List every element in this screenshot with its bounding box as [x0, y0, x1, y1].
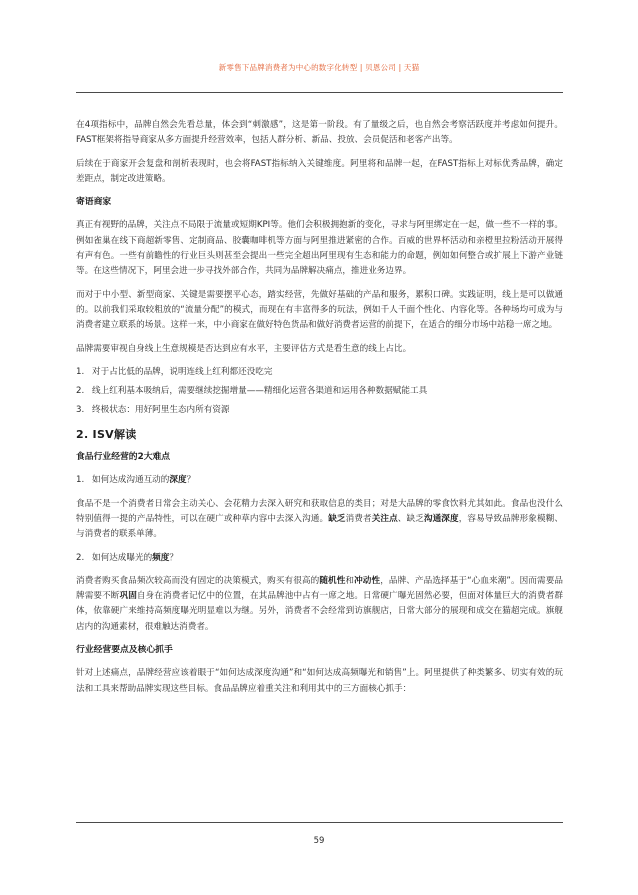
list-item	[76, 403, 563, 418]
paragraph-fast-stages: 在4项指标中，品牌自然会先看总量，体会到“刺激感”，这是第一阶段。有了量级之后，也自然会考察活跃度并考虑如何提升。FAST框架将指导商家从多方面提升经营效率，包括人群分析、新品、投放、会员促活和老客产出等。	[76, 120, 563, 146]
page-body	[76, 118, 563, 705]
list-number: 1.	[76, 366, 85, 377]
list-text: 对于占比低的品牌，说明连线上红利都还没吃完	[92, 366, 273, 377]
question-text: 如何达成曝光的频度？	[92, 552, 178, 563]
heading-food-difficulties: 食品行业经营的2大难点	[76, 452, 171, 463]
page-number: 59	[313, 836, 325, 846]
paragraph-smb-merchants: 而对于中小型、新型商家、关键是需要摆平心态，踏实经营，先做好基础的产品和服务，累积口碑。实践证明，线上是可以做通的。以前我们采取较粗放的“流量分配”的模式，而现在有丰富得多的玩法，例如千人千面个性化、内容化等。各种场均可成为与消费者建立联系的场景。这样一来，中小商家在做好特色货品和做好消费者运营的前提下，在适合的细分市场中站稳一席之地。	[76, 289, 563, 331]
heading-key-levers: 行业经营要点及核心抓手	[76, 645, 173, 656]
online-stage-list	[76, 365, 563, 419]
question-depth	[76, 473, 563, 488]
list-item	[76, 365, 563, 380]
footer-divider	[76, 822, 563, 823]
question-frequency	[76, 551, 563, 566]
list-text: 终极状态：用好阿里生态内所有资源	[92, 405, 230, 416]
paragraph-frequency: 消费者购买食品频次较高而没有固定的决策模式，购买有很高的随机性和冲动性，品牌、产品选择基于“心血来潮”。因而需要品牌需要不断巩固自身在消费者记忆中的位置，在其品牌池中占有一席之地。日常硬广曝光固然必要，但面对体量巨大的消费者群体，依靠硬广来维持高频度曝光明显难以为继。另外，消费者不会经常到访旗舰店，日常大部分的展现和成交在猫超完成。旗舰店内的沟通素材，很难触达消费者。	[76, 575, 563, 632]
heading-isv-interpretation: 2. ISV解读	[76, 427, 137, 441]
list-item	[76, 384, 563, 399]
list-text: 线上红利基本吸纳后，需要继续挖掘增量——精细化运营各渠道和运用各种数据赋能工具	[92, 386, 428, 397]
list-number: 2.	[76, 386, 85, 397]
question-number: 2.	[76, 552, 85, 563]
page-header	[0, 0, 638, 80]
paragraph-depth: 食品不是一个消费者日常会主动关心、会花精力去深入研究和获取信息的类目；对是大品牌的零食饮料尤其如此。食品也没什么特别值得一提的产品特性，可以在硬广或种草内容中去深入沟通。缺乏消费者关注点、缺乏沟通深度，容易导致品牌形象模糊、与消费者的联系单薄。	[76, 498, 563, 540]
running-title: 新零售下品牌消费者为中心的数字化转型 | 贝恩公司 | 天猫	[218, 63, 420, 72]
paragraph-key-levers: 针对上述痛点，品牌经营应该着眼于“如何达成深度沟通”和“如何达成高频曝光和销售”上。阿里提供了种类繁多、切实有效的玩法和工具来帮助品牌实现这些目标。食品品牌应着重关注和利用其中的三方面核心抓手：	[76, 668, 563, 694]
paragraph-online-share: 品牌需要审视自身线上生意规模是否达到应有水平，主要评估方式是看生意的线上占比。	[76, 343, 412, 354]
list-number: 3.	[76, 405, 85, 416]
paragraph-fast-review: 后续在于商家开会复盘和剖析表现时，也会将FAST指标纳入关键维度。阿里将和品牌一起，在FAST指标上对标优秀品牌，确定差距点，制定改进策略。	[76, 158, 563, 184]
question-text: 如何达成沟通互动的深度？	[92, 475, 196, 486]
paragraph-visionary-brands: 真正有视野的品牌，关注点不局限于流量或短期KPI等。他们会积极拥抱新的变化，寻求与阿里绑定在一起，做一些不一样的事。例如雀巢在线下商超新零售、定制商品、胶囊咖啡机等方面与阿里推进紧密的合作。百威的世界杯活动和亲橙里拉粉活动开展得有声有色。一些有前瞻性的行业巨头则甚至会提出一些完全超出阿里现有生态和能力的命题，例如如何整合或扩展上下游产业链等。在这些情况下，阿里会进一步寻找外部合作，共同为品牌解决痛点，推进业务边界。	[76, 220, 563, 277]
header-divider	[76, 92, 563, 93]
heading-merchant-message: 寄语商家	[76, 197, 112, 208]
question-number: 1.	[76, 475, 85, 486]
